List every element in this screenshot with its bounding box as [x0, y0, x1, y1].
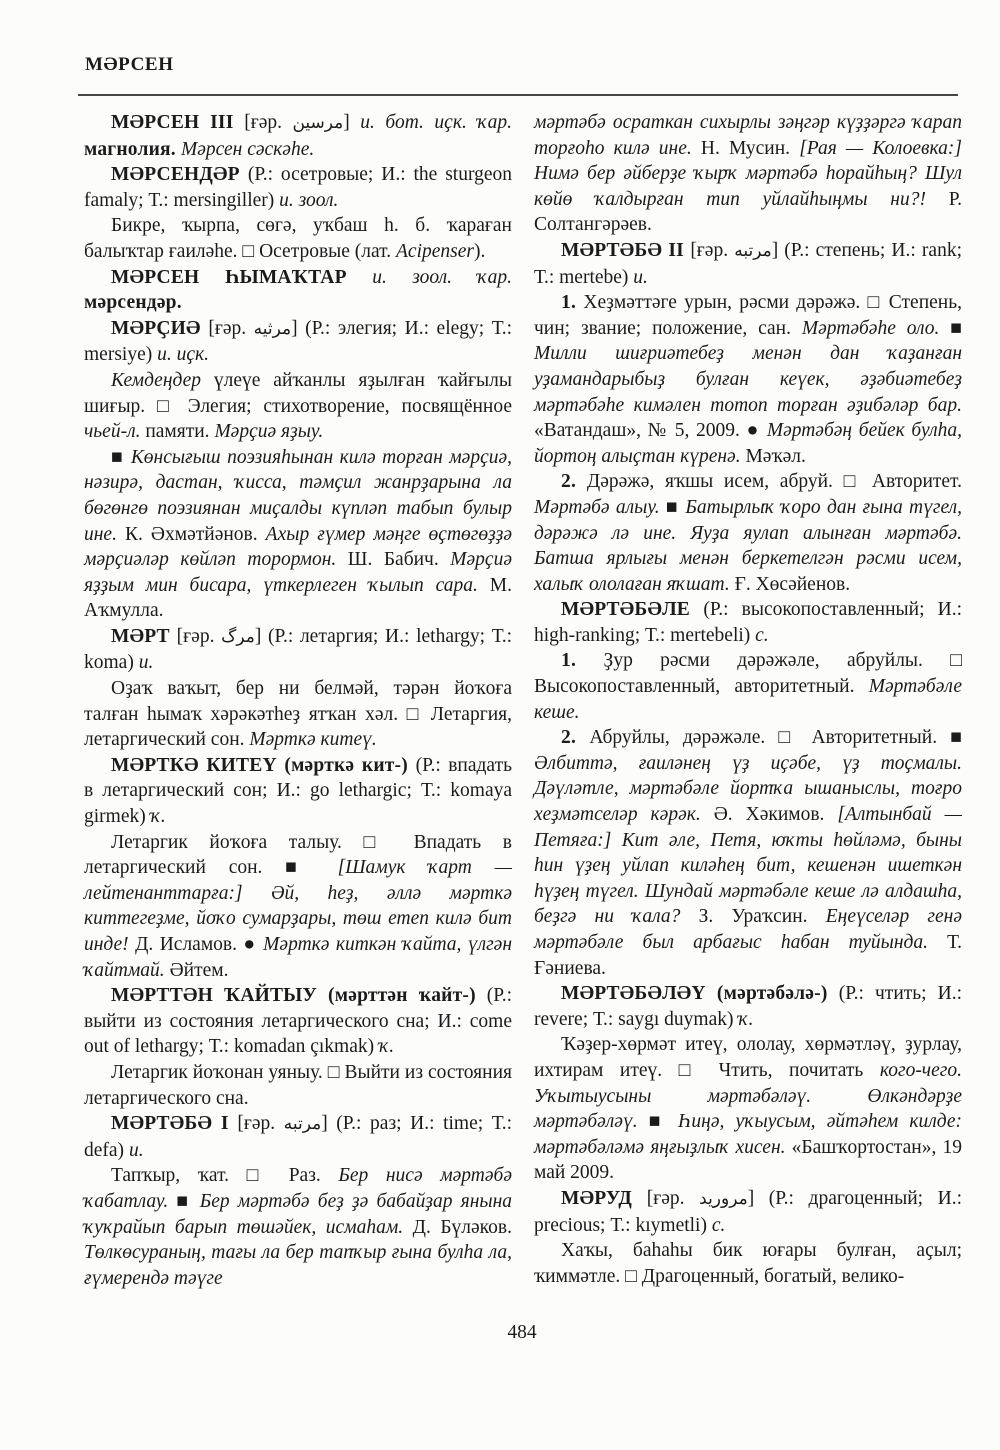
dictionary-paragraph: Тапҡыр, ҡат. □ Раз. Бер нисә мәртәбә ҡабатлау. ■ Бер мәртәбә беҙ ҙә бабайҙар янына ҡуҡрайып барып төшәйек, исмаһам. Д. Бүләков. Төлкөсураның, тағы ла бер тапҡыр ғына булһа ла, ғүмерендә тәүге	[84, 1165, 512, 1289]
dictionary-paragraph: МӘРҪИӘ [ғәр. مرثيه] (Р.: элегия; И.: elegy; Т.: mersiye) и. иҫк.	[84, 317, 512, 366]
dictionary-paragraph: 2. Абруйлы, дәрәжәле. □ Авторитетный. ■ Әлбиттә, ғаиләнең үҙ иҫәбе, үҙ тоҫмалы. Дәүләтле, мәртәбәле йортҡа ышаныслы, тоғро хеҙмәтселәр кәрәк. Ә. Хәкимов. [Алтынбай — Петяға:] Кит әле, Петя, юҡты һөйләмә, быны һин үҙең уйлап киләһең бит, кешенән ишеткән һүҙең түгел. Шундай мәртәбәле кеше лә алдашһа, беҙгә ни ҡала? З. Ураҡсин. Еңеүселәр генә мәртәбәле был арбағыс һабан туйында. Т. Ғәниева.	[534, 727, 963, 979]
dictionary-paragraph: МӘРСЕНДӘР (Р.: осетровые; И.: the sturgeon famaly; Т.: mersingiller) и. зоол.	[84, 164, 513, 211]
dictionary-paragraph: мәртәбә осраткан сихырлы зәңгәр күҙҙәргә ҡарап торғоһо килә ине. Н. Мусин. [Рая — Колоевка:] Нимә бер әйберҙе ҡырҡ мәртәбә һорайһың? Шул көйө ҡалдырған тип уйлайһыңмы ни?! Р. Солтангәрәев.	[534, 112, 962, 236]
dictionary-paragraph: МӘРТӘБӘ II [ғәр. مرتبه] (Р.: степень; И.: rank; Т.: mertebe) и.	[534, 239, 962, 288]
dictionary-paragraph: Ҡәҙер-хөрмәт итеү, ололау, хөрмәтләү, ҙурлау, ихтирам итеү. □ Чтить, почитать кого-чего. Уҡытыусыны мәртәбәләү. Өлкәндәрҙе мәртәбәләү. ■ Һиңә, уҡыусым, әйтәһем килде: мәртәбәләмә яңғыҙлыҡ хисен. «Башҡортостан», 19 май 2009.	[534, 1034, 963, 1184]
dictionary-paragraph: МӘРСЕН III [ғәр. مرسين] и. бот. иҫк. ҡар. магнолия. Мәрсен сәскәһе.	[84, 112, 512, 160]
dictionary-paragraph: МӘРУД [ғәр. مروريد] (Р.: драгоценный; И.: precious; Т.: kıymetli) с.	[534, 1187, 962, 1236]
dictionary-paragraph: Летаргик йоҡоға талыу. □ Впадать в летаргический сон. ■ [Шамук ҡарт — лейтенанттарға:] Әй, һеҙ, әллә мәрткә киттегеҙме, йоҡо сумарҙары, төш етеп килә бит инде! Д. Исламов. ● Мәрткә киткән ҡайта, үлгән ҡайтмай. Әйтем.	[84, 831, 513, 981]
dictionary-paragraph: Оҙаҡ ваҡыт, бер ни белмәй, тәрән йоҡоға талған һымаҡ хәрәкәтһеҙ ятҡан хәл. □ Летаргия, летаргический сон. Мәрткә китеү.	[84, 678, 512, 751]
running-head-title: МӘРСЕН	[85, 54, 174, 75]
dictionary-paragraph: МӘРСЕН ҺЫМАҠТАР и. зоол. ҡар. мәрсендәр.	[84, 266, 512, 314]
dictionary-paragraph: Кемдеңдер үлеүе айҡанлы яҙылған ҡайғылы шиғыр. □ Элегия; стихотворение, посвящённое чьей-л. памяти. Мәрҫиә яҙыу.	[84, 369, 512, 443]
dictionary-paragraph: ■ Көнсығыш поэзияһынан килә торған мәрҫиә, нәзирә, дастан, ҡисса, тәмҫил жанрҙарына ла бөгөнгө поэзиянан миҫалды күпләп табып булыр ине. К. Әхмәтйәнов. Ахыр ғүмер мәңге өҫтөгөҙҙә мәрҫиәләр көйләп торормон. Ш. Бабич. Мәрҫиә яҙҙым мин бисара, үткерлеген ҡылып сара. М. Аҡмулла.	[84, 446, 513, 622]
dictionary-paragraph: 2. Дәрәжә, яҡшы исем, абруй. □ Авторитет. Мәртәбә алыу. ■ Батырлыҡ ҡоро дан ғына түгел, дәрәжә лә ине. Яуҙа яулап алынған мәртәбә. Батша ярлығы менән беркетелгән рәсми исем, халыҡ ололаған яҡшат. Ғ. Хөсәйенов.	[534, 471, 963, 595]
dictionary-paragraph: МӘРТ [ғәр. مرگ] (Р.: летаргия; И.: lethargy; Т.: koma) и.	[84, 625, 513, 674]
header-rule-divider	[78, 94, 958, 96]
dictionary-paragraph: МӘРТТӘН ҠАЙТЫУ (мәрттән ҡайт-) (Р.: выйти из состояния летаргического сна; И.: come out of lethargy; Т.: komadan çıkmak) ҡ.	[84, 985, 512, 1058]
dictionary-paragraph: МӘРТКӘ КИТЕҮ (мәрткә кит-) (Р.: впадать в летаргический сон; И.: go lethargic; Т.: komaya girmek) ҡ.	[84, 754, 512, 828]
dictionary-paragraph: Бикре, ҡырпа, сөгә, уҡбаш һ. б. ҡараған балыҡтар ғаиләһе. □ Осетровые (лат. Acipenser).	[84, 215, 512, 262]
dictionary-paragraph: Летаргик йоҡонан уяныу. □ Выйти из состояния летаргического сна.	[84, 1061, 512, 1109]
dictionary-paragraph: 1. Хеҙмәттәге урын, рәсми дәрәжә. □ Степень, чин; звание; положение, сан. Мәртәбәһе оло. ■ Милли шиғриәтебеҙ менән дан ҡаҙанған уҙамандарыбыҙ булған кеүек, әҙәбиәтебеҙ мәртәбәһе кимәлен тотоп торған әҙибәләр бар. «Ватандаш», № 5, 2009. ● Мәртәбәң бейек булһа, йортоң алыҫтан күренә. Мәҡәл.	[534, 292, 962, 467]
dictionary-paragraph: МӘРТӘБӘЛӘҮ (мәртәбәлә-) (Р.: чтить; И.: revere; Т.: saygı duymak) ҡ.	[534, 983, 962, 1030]
dictionary-paragraph: МӘРТӘБӘ I [ғәр. مرتبه] (Р.: раз; И.: time; Т.: defa) и.	[84, 1113, 512, 1161]
right-column	[534, 110, 962, 1289]
dictionary-paragraph: Хаҡы, баһаһы бик юғары булған, аҫыл; ҡиммәтле. □ Драгоценный, богатый, велико-	[534, 1240, 962, 1287]
dictionary-paragraph: 1. Ҙур рәсми дәрәжәле, абруйлы. □ Высокопоставленный, авторитетный. Мәртәбәле кеше.	[534, 650, 962, 723]
left-column	[84, 110, 512, 1291]
page-number: 484	[507, 1322, 537, 1343]
dictionary-paragraph: МӘРТӘБӘЛЕ (Р.: высокопоставленный; И.: high-ranking; Т.: mertebeli) с.	[534, 599, 962, 646]
